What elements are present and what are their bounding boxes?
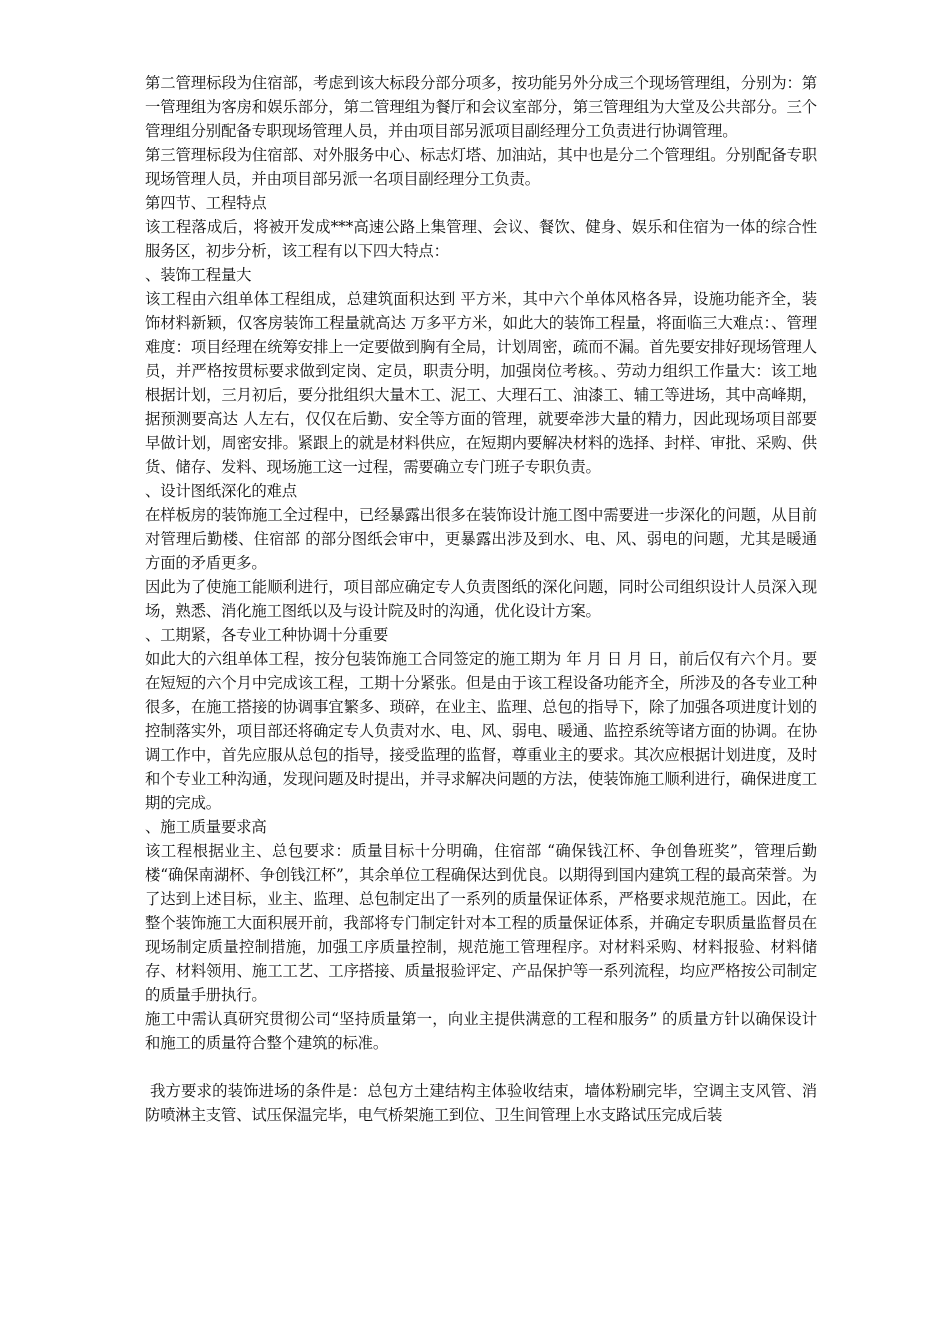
paragraph-quality: 该工程根据业主、总包要求：质量目标十分明确，住宿部 “确保钱江杯、争创鲁班奖”，管理后勤楼“确保南湖杯、争创钱江杯”，其余单位工程确保达到优良。以期得到国内建筑工程的最高荣誉。为了达到上述目标，业主、监理、总包制定出了一系列的质量保证体系，严格要求规范施工。因此，在整个装饰施工大面积展开前，我部将专门制定针对本工程的质量保证体系，并确定专职质量监督员在现场制定质量控制措施，加强工序质量控制，规范施工管理程序。对材料采购、材料报验、材料储存、材料领用、施工工艺、工序搭接、质量报验评定、产品保护等一系列流程，均应严格按公司制定的质量手册执行。	[145, 842, 817, 1004]
paragraph-quality-policy: 施工中需认真研究贯彻公司“坚持质量第一，向业主提供满意的工程和服务” 的质量方针以确保设计和施工的质量符合整个建筑的标准。	[145, 1010, 817, 1052]
subheading-decoration-volume: 、装饰工程量大	[145, 266, 252, 284]
paragraph-section-3: 第三管理标段为住宿部、对外服务中心、标志灯塔、加油站，其中也是分二个管理组。分别配备专职现场管理人员，并由项目部另派一名项目副经理分工负责。	[145, 146, 817, 188]
blank-line	[145, 1055, 817, 1079]
subheading-design-drawings: 、设计图纸深化的难点	[145, 482, 297, 500]
paragraph-section-2: 第二管理标段为住宿部，考虑到该大标段分部分项多，按功能另外分成三个现场管理组，分别为：第一管理组为客房和娱乐部分，第二管理组为餐厅和会议室部分，第三管理组为大堂及公共部分。三个管理组分别配备专职现场管理人员，并由项目部另派项目副经理分工负责进行协调管理。	[145, 74, 817, 140]
paragraph-design-drawings: 在样板房的装饰施工全过程中，已经暴露出很多在装饰设计施工图中需要进一步深化的问题，从目前对管理后勤楼、住宿部 的部分图纸会审中，更暴露出涉及到水、电、风、弱电的问题，尤其是暖通方面的矛盾更多。	[145, 506, 817, 572]
paragraph-overview: 该工程落成后，将被开发成***高速公路上集管理、会议、餐饮、健身、娱乐和住宿为一体的综合性服务区，初步分析，该工程有以下四大特点：	[145, 218, 817, 260]
paragraph-decoration-volume: 该工程由六组单体工程组成，总建筑面积达到 平方米，其中六个单体风格各异，设施功能齐全，装饰材料新颖，仅客房装饰工程量就高达 万多平方米，如此大的装饰工程量，将面临三大难点：、管理难度：项目经理在统筹安排上一定要做到胸有全局，计划周密，疏而不漏。首先要安排好现场管理人员，并严格按贯标要求做到定岗、定员，职责分明，加强岗位考核。、劳动力组织工作量大：该工地根据计划，三月初后，要分批组织大量木工、泥工、大理石工、油漆工、辅工等进场，其中高峰期，据预测要高达 人左右，仅仅在后勤、安全等方面的管理，就要牵涉大量的精力，因此现场项目部要早做计划，周密安排。紧跟上的就是材料供应，在短期内要解决材料的选择、封样、审批、采购、供货、储存、发料、现场施工这一过程，需要确立专门班子专职负责。	[145, 290, 817, 476]
paragraph-entry-conditions: 我方要求的装饰进场的条件是：总包方土建结构主体验收结束，墙体粉刷完毕，空调主支风管、消防喷淋主支管、试压保温完毕，电气桥架施工到位、卫生间管理上水支路试压完成后装	[145, 1082, 817, 1124]
section-heading-4: 第四节、工程特点	[145, 194, 267, 212]
paragraph-design-solution: 因此为了使施工能顺利进行，项目部应确定专人负责图纸的深化问题，同时公司组织设计人员深入现场，熟悉、消化施工图纸以及与设计院及时的沟通，优化设计方案。	[145, 578, 817, 620]
subheading-schedule: 、工期紧，各专业工种协调十分重要	[145, 626, 389, 644]
document-body	[145, 71, 817, 1127]
paragraph-schedule: 如此大的六组单体工程，按分包装饰施工合同签定的施工期为 年 月 日 月 日，前后仅有六个月。要在短短的六个月中完成该工程，工期十分紧张。但是由于该工程设备功能齐全，所涉及的各专业工种很多，在施工搭接的协调事宜繁多、琐碎，在业主、监理、总包的指导下，除了加强各项进度计划的控制落实外，项目部还将确定专人负责对水、电、风、弱电、暖通、监控系统等诸方面的协调。在协调工作中，首先应服从总包的指导，接受监理的监督，尊重业主的要求。其次应根据计划进度，及时和个专业工种沟通，发现问题及时提出，并寻求解决问题的方法，使装饰施工顺利进行，确保进度工期的完成。	[145, 650, 817, 812]
subheading-quality: 、施工质量要求高	[145, 818, 267, 836]
